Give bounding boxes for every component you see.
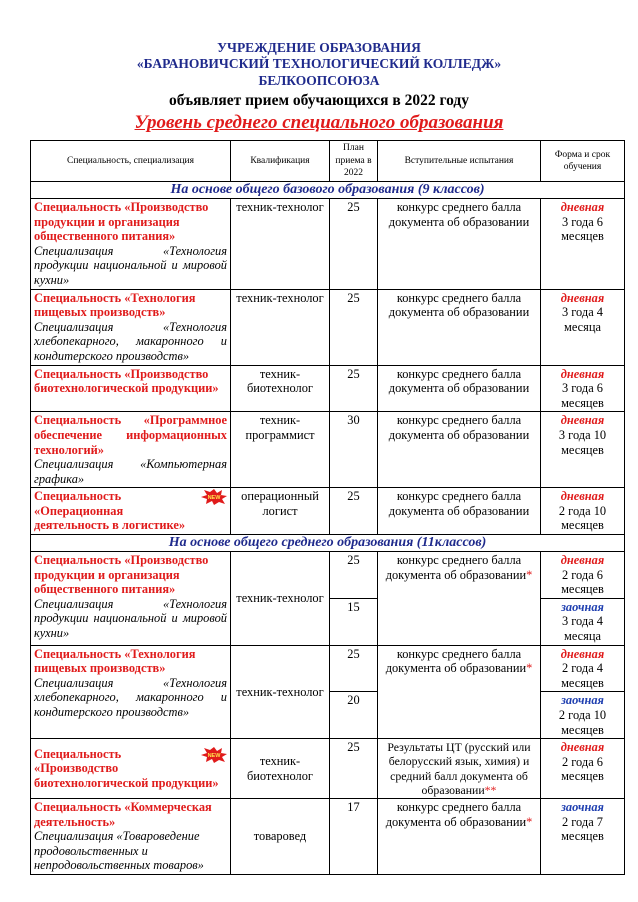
study-form: дневная [560,740,605,755]
specialty-name: Специальность «Технология пищевых производств» [34,646,196,676]
study-term: 3 года 4 месяца [561,614,603,644]
specialization-name: Специализация «Технология хлебопекарного, макаронного и кондитерского производств» [34,319,227,363]
qualification-cell: операционный логист [231,488,330,535]
exam-text: Результаты ЦТ (русский или белорусский язык, химия) и средний балл документа об образовании [387,740,531,797]
plan-cell: 25 [330,365,378,412]
plan-cell: 25 [330,739,378,799]
exam-cell [378,739,541,799]
specialty-name: Специальность «Производство продукции и организация общественного питания» [34,200,209,244]
specialty-name: Специальность «Производство биотехнологической продукции» [34,366,219,396]
exam-text: конкурс среднего балла документа об образовании [385,646,527,676]
specialization-name: Специализация «Компьютерная графика» [34,457,227,486]
study-form: заочная [561,599,604,614]
study-term: 3 года 6 месяцев [561,214,604,244]
specialty-name: Специальность «Технология пищевых производств» [34,290,196,320]
plan-cell: 17 [330,799,378,875]
exam-cell: конкурс среднего балла документа об образовании [378,412,541,488]
institution-line-1: УЧРЕЖДЕНИЕ ОБРАЗОВАНИЯ [217,40,421,55]
table-row [31,739,625,799]
section-heading: На основе общего среднего образования (11классов) [31,535,625,552]
study-term: 3 года 10 месяцев [558,427,607,457]
specialty-cell [31,799,231,875]
specialty-cell [31,365,231,412]
qualification-cell: техник-технолог [231,552,330,646]
form-cell [541,692,625,739]
specialty-name: Специальность «Операционная деятельность в логистике» [34,489,186,533]
form-cell [541,645,625,692]
form-cell [541,199,625,290]
exam-cell: конкурс среднего балла документа об образовании [378,488,541,535]
specialization-name: Специализация «Технология продукции национальной и мировой кухни» [34,596,227,641]
form-cell [541,739,625,799]
announcement: объявляет прием обучающихся в 2022 году [168,92,470,109]
exam-cell: конкурс среднего балла документа об образовании [378,365,541,412]
form-cell [541,799,625,875]
study-term: 2 года 10 месяцев [558,503,607,533]
institution-line-2: «БАРАНОВИЧСКИЙ ТЕХНОЛОГИЧЕСКИЙ КОЛЛЕДЖ» [136,56,502,71]
svg-text:NEW: NEW [207,495,221,502]
new-badge-icon [201,747,227,763]
specialty-name: Специальность «Программное обеспечение информационных технологий» [34,413,227,457]
specialization-name: Специализация «Товароведение продовольственных и непродовольственных товаров» [34,829,204,873]
footnote-mark: * [526,814,533,829]
institution-line-3: БЕЛКООПСОЮЗА [258,73,380,88]
study-term: 3 года 4 месяца [561,305,603,334]
col-plan: План приема в 2022 [330,141,378,182]
plan-cell: 25 [330,552,378,599]
svg-text:NEW: NEW [207,752,221,759]
plan-cell: 20 [330,692,378,739]
exam-cell [378,552,541,646]
plan-cell: 25 [330,289,378,365]
exam-cell [378,799,541,875]
footnote-mark: * [526,661,533,676]
col-specialty: Специальность, специализация [31,141,231,182]
table-row [31,488,625,535]
table-row [31,552,625,599]
plan-cell: 25 [330,488,378,535]
exam-cell: конкурс среднего балла документа об образовании [378,289,541,365]
specialization-name: Специализация «Технология продукции национальной и мировой кухни» [34,243,227,287]
specialty-name: Специальность «Производство продукции и организация общественного питания» [34,553,209,597]
form-cell [541,289,625,365]
study-form: дневная [560,366,605,381]
study-term: 2 года 6 месяцев [561,754,604,784]
form-cell [541,365,625,412]
specialty-cell [31,488,231,535]
col-qualification: Квалификация [231,141,330,182]
specialty-cell [31,645,231,739]
study-form: заочная [561,693,604,708]
plan-cell: 25 [330,199,378,290]
col-form: Форма и срок обучения [541,141,625,182]
exam-text: конкурс среднего балла документа об образовании [385,553,527,582]
qualification-cell: товаровед [231,799,330,875]
qualification-cell: техник-биотехнолог [231,739,330,799]
qualification-cell: техник-технолог [231,645,330,739]
form-cell [541,598,625,645]
qualification-cell: техник-биотехнолог [231,365,330,412]
study-form: дневная [560,413,605,428]
study-term: 2 года 7 месяцев [561,814,604,844]
exam-text: конкурс среднего балла документа об образовании [385,800,527,829]
plan-cell: 15 [330,598,378,645]
specialty-cell [31,412,231,488]
study-form: дневная [560,553,605,568]
study-term: 3 года 6 месяцев [561,381,604,410]
form-cell [541,552,625,599]
specialty-name: Специальность «Производство биотехнологической продукции» [34,746,219,790]
table-row [31,365,625,412]
study-term: 2 года 4 месяцев [561,661,604,690]
table-row [31,412,625,488]
study-form: дневная [560,646,605,661]
study-term: 2 года 6 месяцев [561,567,604,597]
new-badge-icon [201,489,227,505]
plan-cell: 30 [330,412,378,488]
study-form: дневная [560,200,605,214]
qualification-cell: техник-технолог [231,199,330,290]
footnote-mark: * [526,567,533,582]
qualification-cell: техник-технолог [231,289,330,365]
exam-cell: конкурс среднего балла документа об образовании [378,199,541,290]
table-row [31,799,625,875]
specialty-name: Специальность «Коммерческая деятельность» [34,800,212,829]
table-row [31,199,625,290]
study-form: заочная [561,800,604,814]
qualification-cell: техник-программист [231,412,330,488]
specialty-cell [31,289,231,365]
study-form: дневная [560,489,605,504]
plan-cell: 25 [330,645,378,692]
education-level-title: Уровень среднего специального образования [134,112,504,133]
col-exams: Вступительные испытания [378,141,541,182]
footnote-mark: ** [484,782,497,797]
table-row [31,645,625,692]
table-row [31,289,625,365]
specialty-cell [31,199,231,290]
form-cell [541,488,625,535]
section-heading: На основе общего базового образования (9 классов) [31,182,625,199]
specialty-cell [31,552,231,646]
table-header-row [31,141,625,182]
form-cell [541,412,625,488]
exam-cell [378,645,541,739]
specialization-name: Специализация «Технология хлебопекарного, макаронного и кондитерского производств» [34,675,227,719]
specialty-cell [31,739,231,799]
study-form: дневная [560,290,605,305]
admission-table [30,140,625,875]
study-term: 2 года 10 месяцев [558,708,607,737]
